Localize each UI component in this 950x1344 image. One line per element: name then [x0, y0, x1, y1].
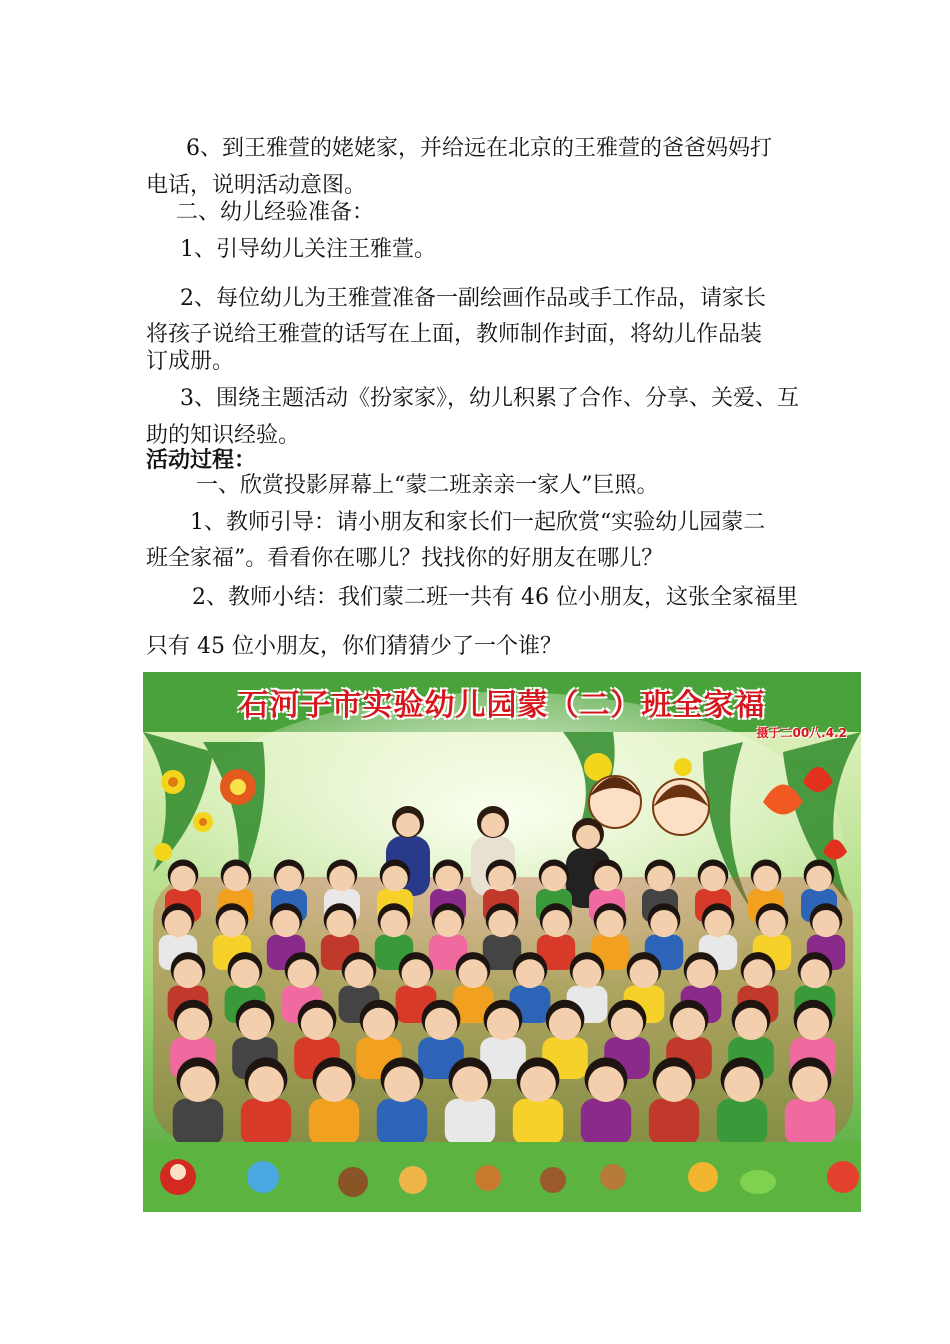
- paragraph-4-cont2: 订成册。: [146, 349, 235, 374]
- paragraph-3: 1、引导幼儿关注王雅萱。: [180, 237, 436, 262]
- paragraph-8-cont: 只有 45 位小朋友，你们猜猜少了一个谁？: [146, 634, 562, 659]
- paragraph-4: 2、每位幼儿为王雅萱准备一副绘画作品或手工作品，请家长: [180, 286, 766, 311]
- paragraph-1-cont: 电话，说明活动意图。: [146, 173, 367, 198]
- paragraph-5-cont: 助的知识经验。: [146, 423, 301, 448]
- photo-date: 摄于二00八.4.2: [756, 726, 847, 740]
- paragraph-2: 二、幼儿经验准备：: [176, 200, 375, 225]
- section-heading: 活动过程：: [146, 448, 257, 473]
- class-group-photo: [143, 672, 861, 1212]
- paragraph-7-cont: 班全家福”。看看你在哪儿？找找你的好朋友在哪儿？: [146, 546, 664, 571]
- paragraph-8: 2、教师小结：我们蒙二班一共有 46 位小朋友，这张全家福里: [192, 585, 798, 610]
- paragraph-6: 一、欣赏投影屏幕上“蒙二班亲亲一家人”巨照。: [196, 473, 659, 498]
- paragraph-7: 1、教师引导：请小朋友和家长们一起欣赏“实验幼儿园蒙二: [190, 510, 766, 535]
- photo-title: 石河子市实验幼儿园蒙（二）班全家福: [238, 688, 766, 723]
- paragraph-5: 3、围绕主题活动《扮家家》，幼儿积累了合作、分享、关爱、互: [180, 386, 799, 411]
- paragraph-1: 6、到王雅萱的姥姥家，并给远在北京的王雅萱的爸爸妈妈打: [186, 136, 772, 161]
- paragraph-4-cont: 将孩子说给王雅萱的话写在上面，教师制作封面，将幼儿作品装: [146, 322, 763, 347]
